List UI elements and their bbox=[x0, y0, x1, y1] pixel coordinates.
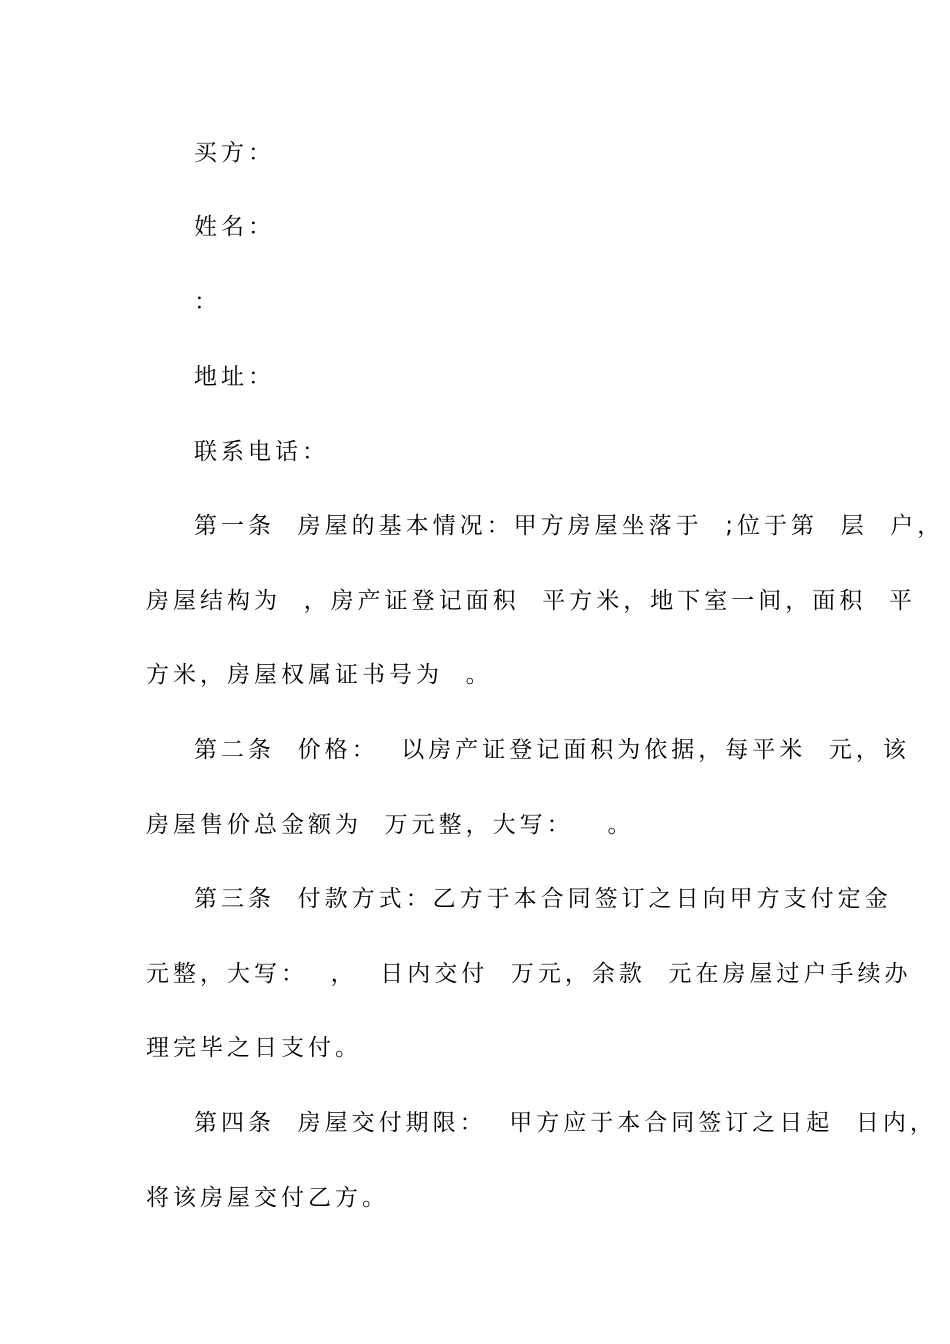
article-3-line-3: 理完毕之日支付。 bbox=[146, 1035, 362, 1061]
phone-label: 联系电话： bbox=[194, 439, 329, 465]
article-3-line-1: 第三条 付款方式：乙方于本合同签订之日向甲方支付定金 bbox=[194, 886, 892, 912]
article-2-line-2: 房屋售价总金额为 万元整，大写： 。 bbox=[146, 812, 635, 838]
article-4-line-2: 将该房屋交付乙方。 bbox=[146, 1185, 389, 1211]
article-1-line-2: 房屋结构为 ，房产证登记面积 平方米，地下室一间，面积 平 bbox=[146, 588, 916, 614]
article-1-line-3: 方米，房屋权属证书号为 。 bbox=[146, 662, 493, 688]
article-3-line-2: 元整，大写： ， 日内交付 万元，余款 元在房屋过户手续办 bbox=[146, 961, 912, 987]
name-label: 姓名： bbox=[194, 214, 275, 240]
address-label: 地址： bbox=[194, 364, 275, 390]
buyer-label: 买方： bbox=[194, 140, 275, 166]
blank-label: ： bbox=[194, 289, 221, 315]
article-2-line-1: 第二条 价格： 以房产证登记面积为依据，每平米 元，该 bbox=[194, 737, 910, 763]
article-1-line-1: 第一条 房屋的基本情况：甲方房屋坐落于 ;位于第 层 户， bbox=[194, 513, 945, 539]
article-4-line-1: 第四条 房屋交付期限： 甲方应于本合同签订之日起 日内， bbox=[194, 1110, 937, 1136]
